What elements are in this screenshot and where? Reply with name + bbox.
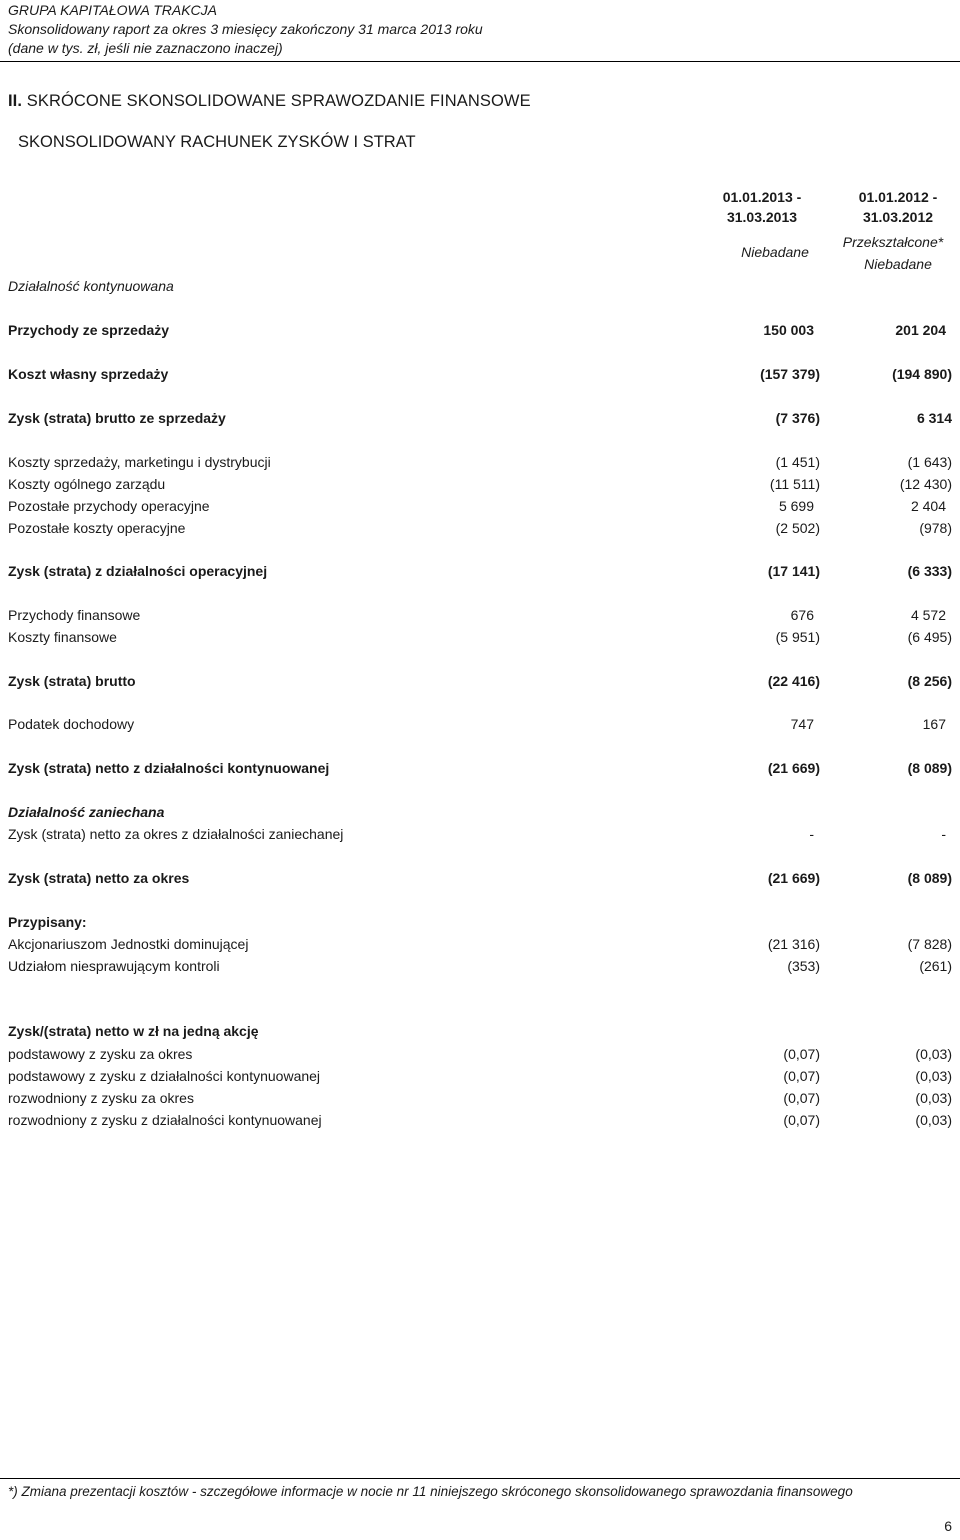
- table-row: Udziałom niesprawującym kontroli (353) (261): [8, 958, 952, 974]
- table-row: Zysk (strata) brutto (22 416) (8 256): [8, 673, 952, 689]
- discontinued-operations-heading: Działalność zaniechana: [8, 804, 165, 820]
- col1-period-start: 01.01.2013 -: [722, 189, 802, 205]
- table-row: Zysk (strata) netto z działalności kontynuowanej (21 669) (8 089): [8, 760, 952, 776]
- continuing-operations-heading: Działalność kontynuowana: [8, 278, 174, 294]
- col1-period-end: 31.03.2013: [726, 209, 798, 225]
- table-row: Przychody ze sprzedaży 150 003 201 204: [8, 322, 946, 338]
- eps-heading: Zysk/(strata) netto w zł na jedną akcję: [8, 1023, 259, 1039]
- attributable-heading: Przypisany:: [8, 914, 87, 930]
- table-row: rozwodniony z zysku za okres (0,07) (0,03): [8, 1090, 952, 1106]
- table-row: podstawowy z zysku za okres (0,07) (0,03): [8, 1046, 952, 1062]
- table-row: podstawowy z zysku z działalności kontynuowanej (0,07) (0,03): [8, 1068, 952, 1084]
- page-number: 6: [944, 1518, 952, 1534]
- table-row: Akcjonariuszom Jednostki dominującej (21 316) (7 828): [8, 936, 952, 952]
- col2-audit-note: Niebadane: [864, 256, 932, 272]
- table-row: Zysk (strata) netto za okres z działalności zaniechanej - -: [8, 826, 946, 842]
- col2-period-end: 31.03.2012: [862, 209, 934, 225]
- table-row: Zysk (strata) brutto ze sprzedaży (7 376) 6 314: [8, 410, 952, 426]
- section-title: [8, 92, 531, 111]
- col1-audit-note: Niebadane: [741, 244, 809, 260]
- footnote: *) Zmiana prezentacji kosztów - szczegółowe informacje w nocie nr 11 niniejszego skróconego skonsolidowanego sprawozdania finansowego: [8, 1484, 853, 1499]
- table-row: Zysk (strata) z działalności operacyjnej (17 141) (6 333): [8, 563, 952, 579]
- header-units-note: (dane w tys. zł, jeśli nie zaznaczono inaczej): [8, 40, 283, 56]
- header-company: GRUPA KAPITAŁOWA TRAKCJA: [8, 2, 218, 18]
- statement-title: SKONSOLIDOWANY RACHUNEK ZYSKÓW I STRAT: [18, 133, 416, 151]
- col2-restated-note: Przekształcone*: [842, 234, 944, 250]
- table-row: Przychody finansowe 676 4 572: [8, 607, 946, 623]
- table-row: Zysk (strata) netto za okres (21 669) (8 089): [8, 870, 952, 886]
- table-row: Pozostałe koszty operacyjne (2 502) (978): [8, 520, 952, 536]
- table-row: rozwodniony z zysku z działalności kontynuowanej (0,07) (0,03): [8, 1112, 952, 1128]
- header-divider: [0, 61, 960, 62]
- footnote-divider: [0, 1478, 960, 1479]
- table-row: Koszty ogólnego zarządu (11 511) (12 430): [8, 476, 952, 492]
- table-row: Koszty finansowe (5 951) (6 495): [8, 629, 952, 645]
- page-header: [0, 0, 960, 60]
- table-row: Pozostałe przychody operacyjne 5 699 2 404: [8, 498, 946, 514]
- col2-period-start: 01.01.2012 -: [858, 189, 938, 205]
- header-report-title: Skonsolidowany raport za okres 3 miesięcy zakończony 31 marca 2013 roku: [8, 21, 483, 37]
- section-title-text: SKRÓCONE SKONSOLIDOWANE SPRAWOZDANIE FINANSOWE: [26, 92, 531, 110]
- table-row: Podatek dochodowy 747 167: [8, 716, 946, 732]
- table-row: Koszt własny sprzedaży (157 379) (194 890): [8, 366, 952, 382]
- table-row: Koszty sprzedaży, marketingu i dystrybucji (1 451) (1 643): [8, 454, 952, 470]
- section-number: II.: [8, 92, 23, 110]
